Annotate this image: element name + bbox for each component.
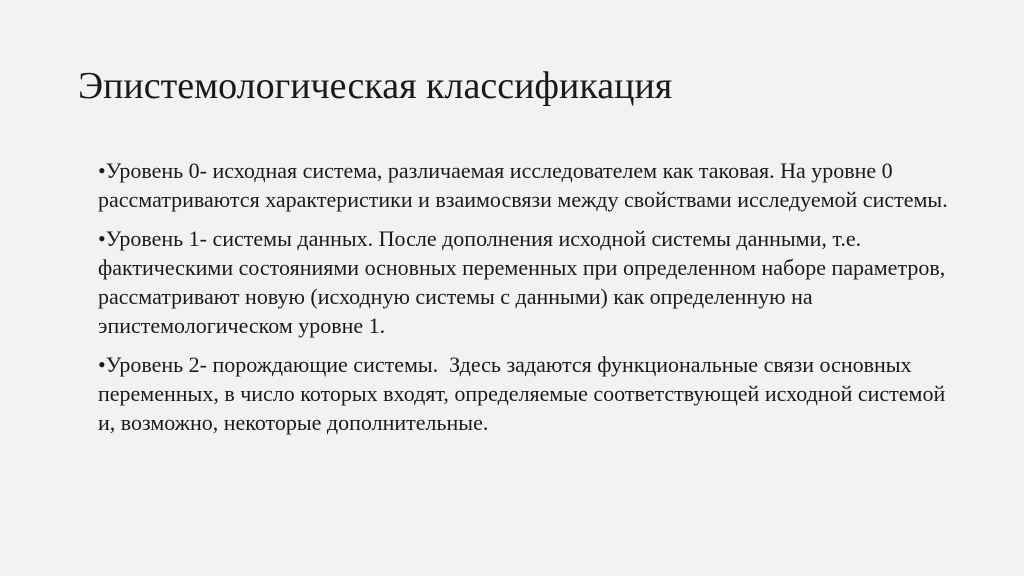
bullet-text: Уровень 1- системы данных. После дополнения исходной системы данными, т.е. фактическими состояниями основных переменных при определенном наборе параметров, рассматривают новую (исходную системы с данными) как определенную на эпистемологическом уровне 1. — [98, 226, 946, 338]
bullet-item-level-2 — [98, 350, 954, 437]
bullet-text: Уровень 0- исходная система, различаемая исследователем как таковая. На уровне 0 рассматриваются характеристики и взаимосвязи между свойствами исследуемой системы. — [98, 158, 948, 212]
bullet-item-level-1 — [98, 224, 954, 340]
bullet-item-level-0 — [98, 156, 954, 214]
bullet-marker: • — [98, 158, 106, 183]
bullet-marker: • — [98, 226, 106, 251]
slide-title: Эпистемологическая классификация — [78, 65, 673, 107]
bullet-marker: • — [98, 352, 106, 377]
bullet-list — [98, 156, 954, 447]
bullet-text: Уровень 2- порождающие системы. Здесь задаются функциональные связи основных переменных, в число которых входят, определяемые соответствующей исходной системой и, возможно, некоторые дополнительные. — [98, 352, 951, 435]
